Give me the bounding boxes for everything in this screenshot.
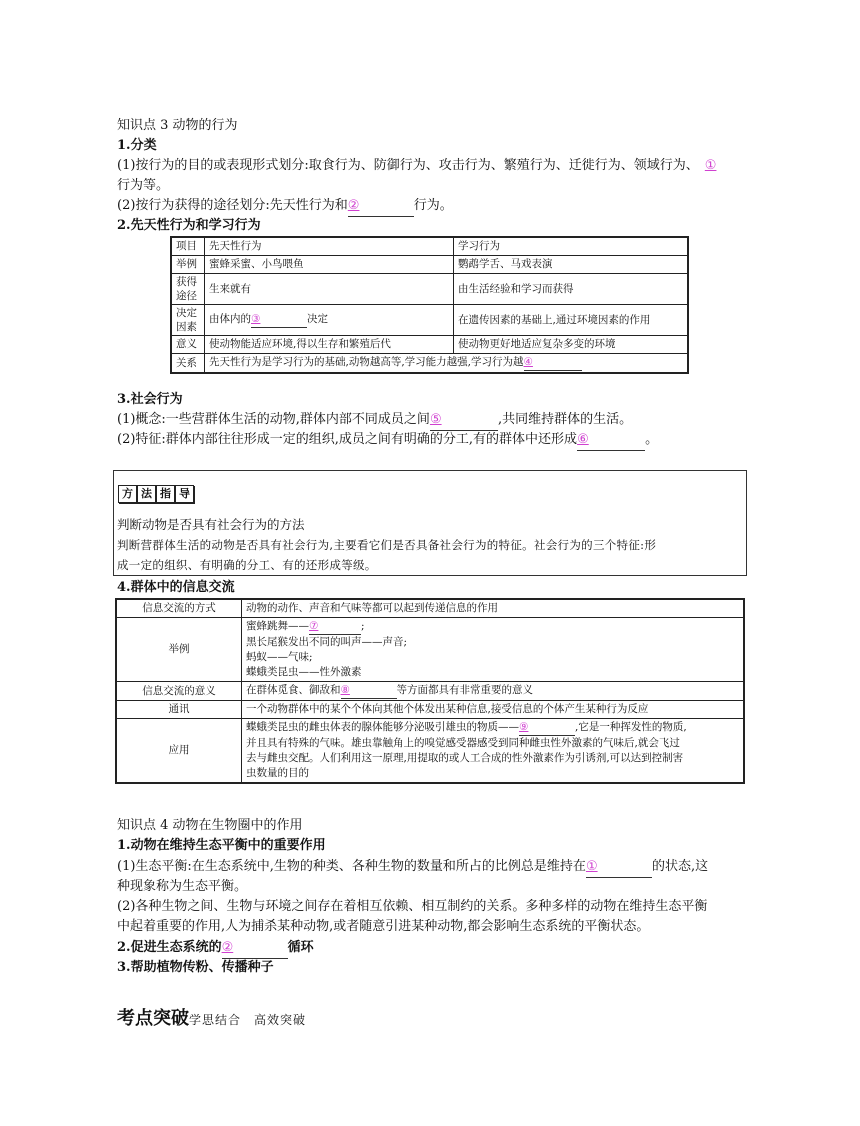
kp4-section2-heading xyxy=(117,938,314,959)
p-text: (1)概念:一些营群体生活的动物,群体内部不同成员之间 xyxy=(117,412,430,427)
method-line-2: 成一定的组织、有明确的分工、有的还形成等级。 xyxy=(117,558,377,572)
cell-text: ,它是一种挥发性的物质, xyxy=(575,721,687,733)
table-cell: 应用 xyxy=(116,719,242,784)
blank-marker-7-label: ⑦ xyxy=(309,620,319,632)
table-row xyxy=(116,618,744,682)
table-cell: 获得途径 xyxy=(171,274,205,305)
table-row xyxy=(116,682,744,701)
cell-text: 由体内的 xyxy=(209,313,251,325)
table-cell: 举例 xyxy=(171,256,205,274)
section-number: 3 xyxy=(117,960,127,975)
section-title: .帮助植物传粉、传播种子 xyxy=(126,960,274,975)
table-cell: 项目 xyxy=(171,237,205,256)
kp3-s3-p1 xyxy=(117,410,632,431)
kp4-section1-heading xyxy=(117,836,326,856)
section-title: .社会行为 xyxy=(126,392,183,407)
kp3-section2-heading xyxy=(117,216,261,236)
section-title-end: 循环 xyxy=(287,940,314,955)
table-cell: 由生活经验和学习而获得 xyxy=(454,274,689,305)
kp3-section1-heading xyxy=(117,136,157,156)
blank-marker-2-label: ② xyxy=(347,198,360,213)
cell-text: 决定 xyxy=(307,313,328,325)
table-cell: 通讯 xyxy=(116,701,242,719)
table-cell: 生来就有 xyxy=(205,274,454,305)
application-line xyxy=(246,720,739,736)
table-cell xyxy=(242,682,745,701)
table-row xyxy=(116,719,744,784)
method-guide-box xyxy=(113,470,747,576)
method-badge: 导 xyxy=(175,485,194,503)
cell-text: 蜜蜂跳舞—— xyxy=(246,620,309,632)
p-text: (2)特征:群体内部往往形成一定的组织,成员之间有明确的分工,有的群体中还形成 xyxy=(117,432,578,447)
blank-marker-5[interactable] xyxy=(430,410,498,431)
kp4-p1-line2: 种现象称为生态平衡。 xyxy=(117,879,248,894)
kp4-title: 知识点 4 动物在生物圈中的作用 xyxy=(117,818,303,833)
info-exchange-table xyxy=(115,598,745,784)
example-line: 蚂蚁——气味; xyxy=(246,651,313,663)
table-cell: 决定因素 xyxy=(171,305,205,336)
kp4-blank-marker-1-label: ① xyxy=(585,859,598,874)
section-number: 1 xyxy=(117,138,127,153)
table-cell: 信息交流的意义 xyxy=(116,682,242,701)
s4-heading xyxy=(117,578,235,598)
kp4-blank-marker-1[interactable] xyxy=(586,857,652,878)
blank-marker-7[interactable] xyxy=(309,619,361,635)
table-cell: 一个动物群体中的某个个体向其他个体发出某种信息,接受信息的个体产生某种行为反应 xyxy=(242,701,745,719)
table-cell: 意义 xyxy=(171,336,205,354)
table-cell xyxy=(242,719,745,784)
table-row xyxy=(171,274,688,305)
table-cell: 使动物更好地适应复杂多变的环境 xyxy=(454,336,689,354)
table-row xyxy=(171,237,688,256)
table-cell: 关系 xyxy=(171,354,205,374)
section-title: .促进生态系统的 xyxy=(126,940,222,955)
table-cell: 在遗传因素的基础上,通过环境因素的作用 xyxy=(454,305,689,336)
kp3-title: 知识点 3 动物的行为 xyxy=(117,118,238,133)
kp4-blank-marker-2-label: ② xyxy=(221,940,234,955)
table-row xyxy=(171,256,688,274)
blank-marker-4-label: ④ xyxy=(523,356,533,368)
application-line: 去与雌虫交配。人们利用这一原理,用提取的或人工合成的性外激素作为引诱剂,可以达到控制害 xyxy=(246,752,684,764)
table-cell: 鹦鹉学舌、马戏表演 xyxy=(454,256,689,274)
p-text-end: 。 xyxy=(645,432,659,447)
blank-marker-3[interactable] xyxy=(251,312,307,328)
cell-text: ; xyxy=(361,620,365,632)
blank-marker-5-label: ⑤ xyxy=(429,412,442,427)
method-title: 判断动物是否具有社会行为的方法 xyxy=(117,517,305,532)
table-cell xyxy=(242,618,745,682)
table-row xyxy=(171,305,688,336)
example-line: 黑长尾猴发出不同的叫声——声音; xyxy=(246,636,408,648)
p-text-end: ,共同维持群体的生活。 xyxy=(497,412,633,427)
heading-main: 考点突破 xyxy=(117,1008,189,1029)
blank-marker-4[interactable] xyxy=(524,355,582,371)
table-cell: 信息交流的方式 xyxy=(116,599,242,618)
table-cell xyxy=(205,354,689,374)
example-line xyxy=(246,619,739,635)
example-line: 蝶蛾类昆虫——性外激素 xyxy=(246,666,362,678)
kp3-p1-line1 xyxy=(117,156,722,176)
application-line: 并且具有特殊的气味。雄虫靠触角上的嗅觉感受器感受到同种雌虫性外激素的气味后,就会飞过 xyxy=(246,737,680,749)
blank-marker-8[interactable] xyxy=(341,683,397,699)
p2-text-end: 行为。 xyxy=(413,198,453,213)
application-line: 虫数量的目的 xyxy=(246,767,309,779)
table-row xyxy=(116,701,744,719)
cell-text: 先天性行为是学习行为的基础,动物越高等,学习能力越强,学习行为越 xyxy=(209,356,524,368)
method-badge: 指 xyxy=(156,485,175,503)
kp4-blank-marker-2[interactable] xyxy=(222,938,288,959)
section-title: .先天性行为和学习行为 xyxy=(126,218,261,233)
cell-text: 蝶蛾类昆虫的雌虫体表的腺体能够分泌吸引雄虫的物质—— xyxy=(246,721,519,733)
section-number: 1 xyxy=(117,838,127,853)
kp4-p2-line2: 中起着重要的作用,人为捕杀某种动物,或者随意引进某种动物,都会影响生态系统的平衡状态。 xyxy=(117,919,650,934)
method-badge: 方 xyxy=(118,485,137,503)
table-cell: 举例 xyxy=(116,618,242,682)
table-cell: 蜜蜂采蜜、小鸟喂鱼 xyxy=(205,256,454,274)
kp3-section3-heading xyxy=(117,390,183,410)
blank-marker-8-label: ⑧ xyxy=(340,684,350,696)
p-text: (1)生态平衡:在生态系统中,生物的种类、各种生物的数量和所占的比例总是维持在 xyxy=(117,859,586,874)
table-row xyxy=(171,336,688,354)
blank-marker-1[interactable]: ① xyxy=(704,158,717,173)
innate-vs-learned-table xyxy=(170,236,689,374)
blank-marker-6-label: ⑥ xyxy=(577,432,589,447)
table-row xyxy=(116,599,744,618)
table-cell: 先天性行为 xyxy=(205,237,454,256)
section-number: 4 xyxy=(117,580,127,595)
p1-text: (1)按行为的目的或表现形式划分:取食行为、防御行为、攻击行为、繁殖行为、迁徙行为、领域行为、 xyxy=(117,158,699,173)
section-number: 3 xyxy=(117,392,127,407)
table-cell: 学习行为 xyxy=(454,237,689,256)
section-title: .群体中的信息交流 xyxy=(126,580,235,595)
section-number: 2 xyxy=(117,940,127,955)
kp4-p1-line1 xyxy=(117,857,708,878)
kp4-p2-line1: (2)各种生物之间、生物与环境之间存在着相互依赖、相互制约的关系。多种多样的动物在维持生态平衡 xyxy=(117,899,708,914)
table-row xyxy=(171,354,688,374)
cell-text: 在群体觅食、御敌和 xyxy=(246,684,341,696)
blank-marker-2[interactable] xyxy=(348,196,414,217)
blank-marker-9-label: ⑨ xyxy=(519,721,529,733)
table-cell xyxy=(205,305,454,336)
p2-text: (2)按行为获得的途径划分:先天性行为和 xyxy=(117,198,348,213)
section-number: 2 xyxy=(117,218,127,233)
blank-marker-6[interactable] xyxy=(577,430,645,451)
kp3-p2 xyxy=(117,196,453,217)
kp3-p1-line2: 行为等。 xyxy=(117,178,170,193)
method-line-1: 判断营群体生活的动物是否具有社会行为,主要看它们是否具备社会行为的特征。社会行为的三个特征:形 xyxy=(117,538,657,552)
method-badge: 法 xyxy=(137,485,156,503)
section-title: .动物在维持生态平衡中的重要作用 xyxy=(126,838,326,853)
blank-marker-3-label: ③ xyxy=(251,313,261,325)
table-cell: 使动物能适应环境,得以生存和繁殖后代 xyxy=(205,336,454,354)
table-cell: 动物的动作、声音和气味等都可以起到传递信息的作用 xyxy=(242,599,745,618)
kp3-s3-p2 xyxy=(117,430,658,451)
cell-text: 等方面都具有非常重要的意义 xyxy=(396,684,533,696)
exam-breakthrough-heading xyxy=(117,1006,306,1033)
blank-marker-9[interactable] xyxy=(519,720,575,736)
p-text-end: 的状态,这 xyxy=(651,859,709,874)
heading-sub: 学思结合 高效突破 xyxy=(189,1013,307,1027)
kp4-section3-heading xyxy=(117,958,274,978)
section-title: .分类 xyxy=(126,138,157,153)
